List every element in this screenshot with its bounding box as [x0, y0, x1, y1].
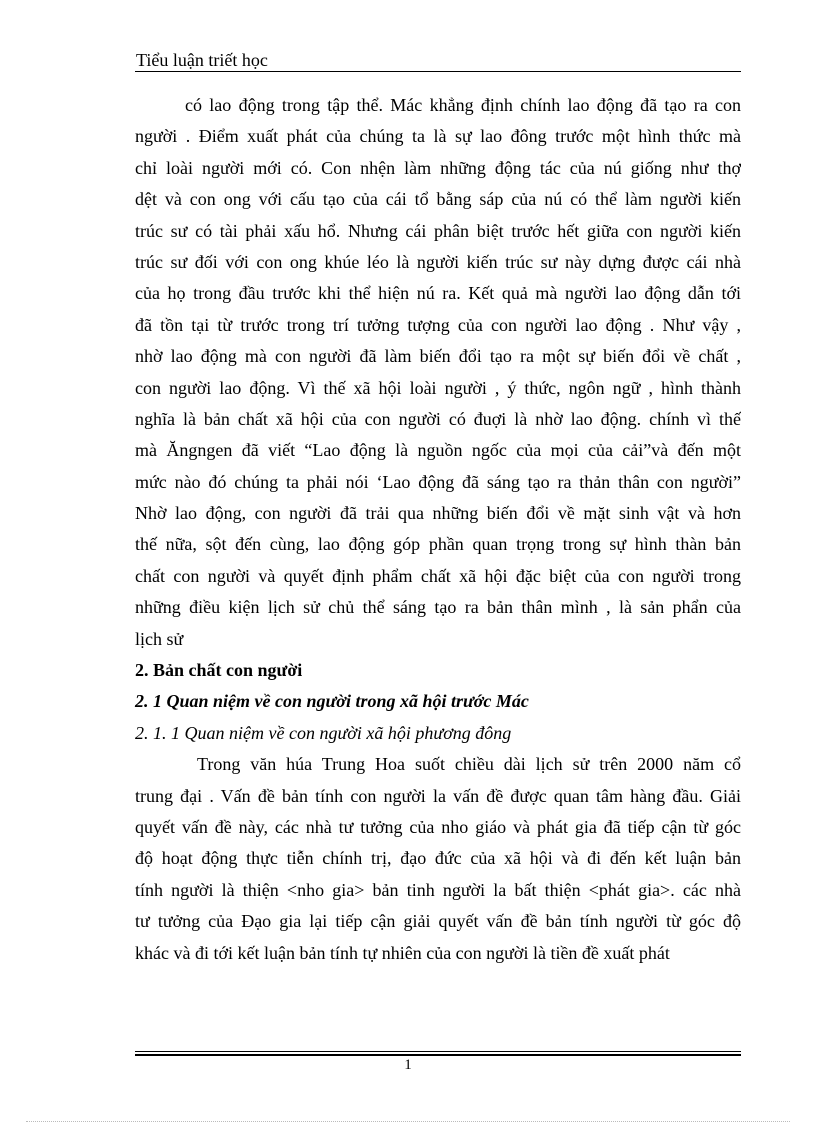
text-line: chỉ loài người mới có. Con nhện làm những động tác của nú giống như thợ — [135, 157, 741, 178]
text-line: chất con người và quyết định phẩm chất xã hội đặc biệt của con người trong — [135, 565, 741, 586]
text-line: người . Điểm xuất phát của chúng ta là sự lao đông trước một hình thức mà — [135, 126, 741, 147]
text-line: Trong văn húa Trung Hoa suốt chiều dài lịch sử trên 2000 năm cổ — [197, 754, 741, 775]
text-line: đã tồn tại từ trước trong trí tưởng tượng của con người lao động . Như vậy , — [135, 314, 741, 335]
text-line: Nhờ lao động, con người đã trải qua những biến đổi về mặt sinh vật và hơn — [135, 503, 741, 524]
text-line: con người lao động. Vì thế xã hội loài người , ý thức, ngôn ngữ , hình thành — [135, 377, 741, 398]
text-line: của họ trong đầu trước khi thể hiện nú ra. Kết quả mà người lao động dẫn tới — [135, 283, 741, 304]
text-line: quyết vấn đề này, các nhà tư tưởng của nho giáo và phát gia đã tiếp cận từ góc — [135, 816, 741, 837]
text-line: khác và đi tới kết luận bản tính tự nhiên của con người là tiền đề xuất phát — [135, 942, 670, 963]
text-line: lịch sử — [135, 628, 184, 649]
text-line: có lao động trong tập thể. Mác khẳng định chính lao động đã tạo ra con — [185, 95, 741, 115]
document-body — [135, 90, 741, 969]
footer-divider — [135, 1051, 741, 1052]
page-edge-dotted-line — [26, 1121, 790, 1122]
page-number: 1 — [404, 1057, 412, 1073]
paragraph — [135, 90, 741, 655]
text-line: độ hoạt động thực tiễn chính trị, đạo đức của xã hội và đi đến kết luận bản — [135, 848, 741, 869]
text-line: nhờ lao động mà con người đã làm biến đổi tạo ra một sự biến đổi về chất , — [135, 346, 741, 367]
subsubsection-heading: 2. 1. 1 Quan niệm về con người xã hội phương đông — [135, 722, 512, 743]
text-line: mà Ăngngen đã viết “Lao động là nguồn ngốc của mọi của cải”và đến một — [135, 440, 741, 461]
header-divider — [135, 71, 741, 72]
text-line: những điều kiện lịch sử chủ thể sáng tạo ra bản thân mình , là sản phẩn của — [135, 597, 741, 618]
text-line: trúc sư đối với con ong khúe léo là người kiến trúc sư này dựng được cái nhà — [135, 251, 741, 272]
section-heading: 2. Bản chất con người — [135, 660, 303, 681]
paragraph — [135, 749, 741, 969]
text-line: tính người là thiện <nho gia> bản tinh người la bất thiện <phát gia>. các nhà — [135, 879, 741, 900]
subsection-heading: 2. 1 Quan niệm về con người trong xã hội trước Mác — [135, 691, 529, 712]
text-line: tư tưởng của Đạo gia lại tiếp cận giải quyết vấn đề bản tính người từ góc độ — [135, 911, 741, 932]
text-line: trúc sư có tài phải xấu hổ. Nhưng cái phân biệt trước hết giữa con người kiến — [135, 220, 741, 241]
text-line: thế nữa, sột đến cùng, lao động góp phần quan trọng trong sự hình thàn bản — [135, 534, 741, 555]
text-line: nghĩa là bản chất xã hội của con người có đuợi là nhờ lao động. chính vì thế — [135, 408, 741, 429]
text-line: mức nào đó chúng ta phải nói ‘Lao động đã sáng tạo ra thản thân con người” — [135, 471, 741, 492]
running-header: Tiểu luận triết học — [136, 50, 268, 70]
text-line: trung đại . Vấn đề bản tính con người la vấn đề được quan tâm hàng đầu. Giải — [135, 785, 741, 806]
text-line: dệt và con ong với cấu tạo của cái tổ bằng sáp của nú có thể làm người kiến — [135, 189, 741, 210]
